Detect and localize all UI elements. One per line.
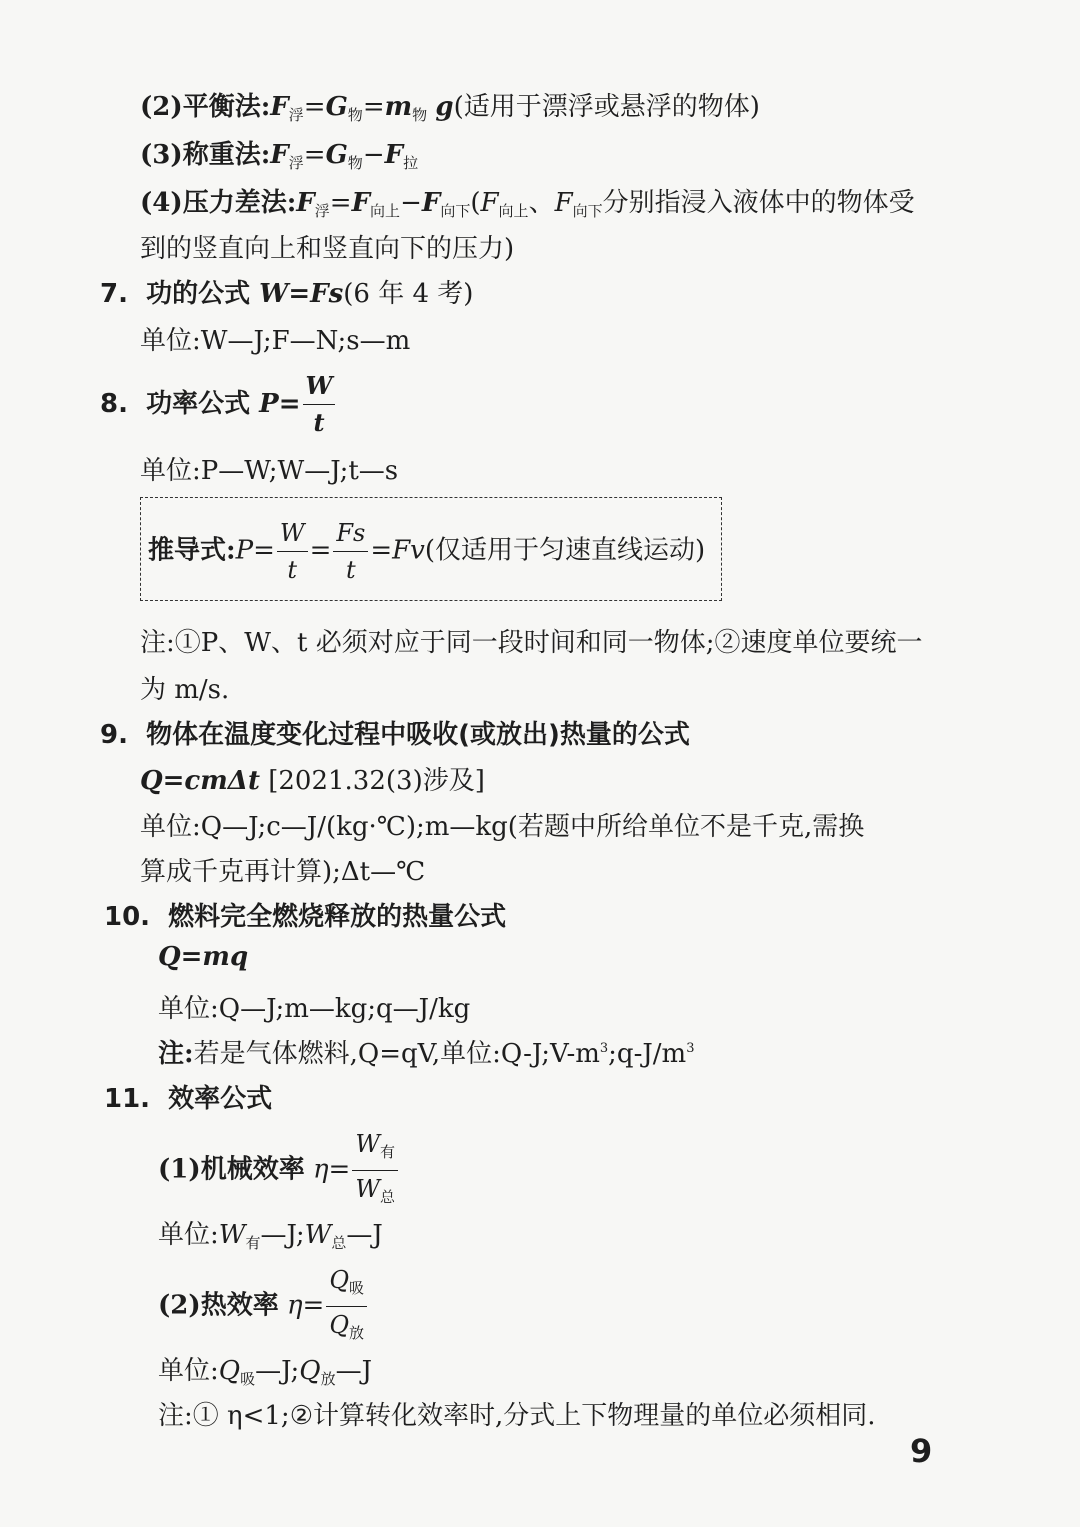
section-10-note: 注:若是气体燃料,Q=qV,单位$:Q-J;V-m^3;q-J/m^3$ bbox=[158, 1039, 695, 1069]
page-number: 9 bbox=[910, 1432, 933, 1470]
section-9-units-cont: 算成千克再计算);Δt—℃ bbox=[140, 857, 426, 887]
weighing-method-line: (3)称重法$:F_浮=G_物-F_拉$ bbox=[140, 140, 419, 172]
section-8-note-cont: 为 m/s. bbox=[140, 675, 230, 705]
section-11-note: 注:① η<1;②计算转化效率时,分式上下物理量的单位必须相同. bbox=[158, 1401, 876, 1431]
section-10-formula: Q=mq bbox=[158, 942, 249, 972]
section-11-heading: 11. 效率公式 bbox=[104, 1084, 273, 1114]
section-9-heading: 9. 物体在温度变化过程中吸收(或放出)热量的公式 bbox=[100, 720, 690, 750]
balance-method-line: (2)平衡法$:F_浮=G_物=m_物$ g(适用于漂浮或悬浮的物体) bbox=[140, 92, 760, 124]
power-fraction: $\frac{W}{t}$ bbox=[303, 368, 336, 441]
thermal-efficiency-units: 单位$:Q_吸—J;Q_放—J$ bbox=[158, 1356, 373, 1388]
pressure-difference-line: (4)压力差法$:F_浮=F_{向上}-F_{向下}(F_{向上}$、$F_{向下}$分别指浸入液体中的物体受 bbox=[140, 188, 915, 220]
mechanical-efficiency: (1)机械效率 η= $\frac{W_有}{W_总}$ bbox=[158, 1126, 400, 1215]
section-8-note: 注:①P、W、t 必须对应于同一段时间和同一物体;②速度单位要统一 bbox=[140, 628, 923, 658]
section-9-units: 单位:Q—J;c—J/(kg·℃);m—kg(若题中所给单位不是千克,需换 bbox=[140, 812, 865, 842]
section-8-units: 单位:P—W;W—J;t—s bbox=[140, 456, 399, 486]
section-7-heading: 7. 功的公式 W=Fs(6 年 4 考) bbox=[100, 279, 474, 309]
thermal-efficiency: (2)热效率 η= $\frac{Q_吸}{Q_放}$ bbox=[158, 1262, 369, 1351]
section-8-heading: 8. 功率公式 P= $\frac{W}{t}$ bbox=[100, 368, 337, 441]
section-9-formula: Q=cmΔt [2021.32(3)涉及] bbox=[140, 766, 485, 796]
section-7-units: 单位:W—J;F—N;s—m bbox=[140, 326, 411, 356]
section-10-heading: 10. 燃料完全燃烧释放的热量公式 bbox=[104, 902, 507, 932]
derivation-formula: 推导式:P= $\frac{W}{t}$ = $\frac{Fs}{t}$ =Fv(仅适用于匀速直线运动) bbox=[148, 515, 705, 588]
mechanical-efficiency-units: 单位$:W_有—J;W_总—J$ bbox=[158, 1220, 383, 1252]
pressure-difference-line-cont: 到的竖直向上和竖直向下的压力) bbox=[140, 234, 515, 264]
section-10-units: 单位:Q—J;m—kg;q—J/kg bbox=[158, 994, 471, 1024]
